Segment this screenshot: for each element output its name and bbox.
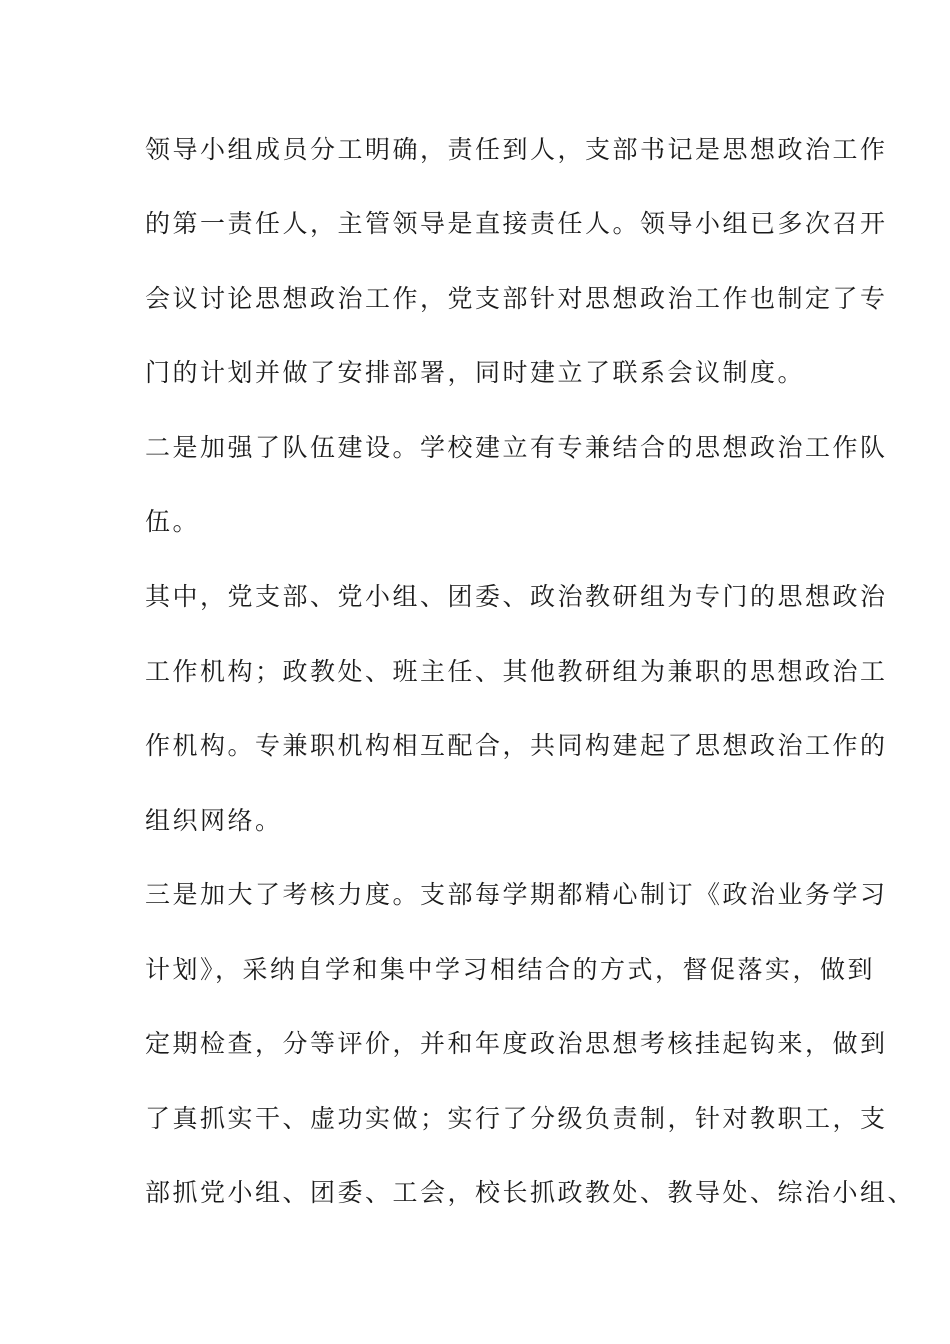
text-line: 定期检查，分等评价，并和年度政治思想考核挂起钩来，做到 bbox=[145, 1029, 888, 1058]
text-line: 计划》，采纳自学和集中学习相结合的方式，督促落实，做到 bbox=[145, 955, 876, 984]
text-line: 会议讨论思想政治工作，党支部针对思想政治工作也制定了专 bbox=[145, 284, 888, 313]
text-line: 三是加大了考核力度。支部每学期都精心制订《政治业务学习 bbox=[145, 880, 888, 909]
text-line: 领导小组成员分工明确，责任到人，支部书记是思想政治工作 bbox=[145, 135, 888, 164]
text-line: 组织网络。 bbox=[145, 806, 283, 835]
text-line: 部抓党小组、团委、工会，校长抓政教处、教导处、综治小组、 bbox=[145, 1178, 916, 1207]
text-line: 作机构。专兼职机构相互配合，共同构建起了思想政治工作的 bbox=[145, 731, 888, 760]
text-line: 其中，党支部、党小组、团委、政治教研组为专门的思想政治 bbox=[145, 582, 888, 611]
text-line: 了真抓实干、虚功实做；实行了分级负责制，针对教职工，支 bbox=[145, 1104, 888, 1133]
text-line: 门的计划并做了安排部署，同时建立了联系会议制度。 bbox=[145, 358, 806, 387]
text-line: 工作机构；政教处、班主任、其他教研组为兼职的思想政治工 bbox=[145, 657, 888, 686]
text-line: 二是加强了队伍建设。学校建立有专兼结合的思想政治工作队 bbox=[145, 433, 888, 462]
text-line: 的第一责任人，主管领导是直接责任人。领导小组已多次召开 bbox=[145, 209, 888, 238]
text-line: 伍。 bbox=[145, 507, 201, 536]
